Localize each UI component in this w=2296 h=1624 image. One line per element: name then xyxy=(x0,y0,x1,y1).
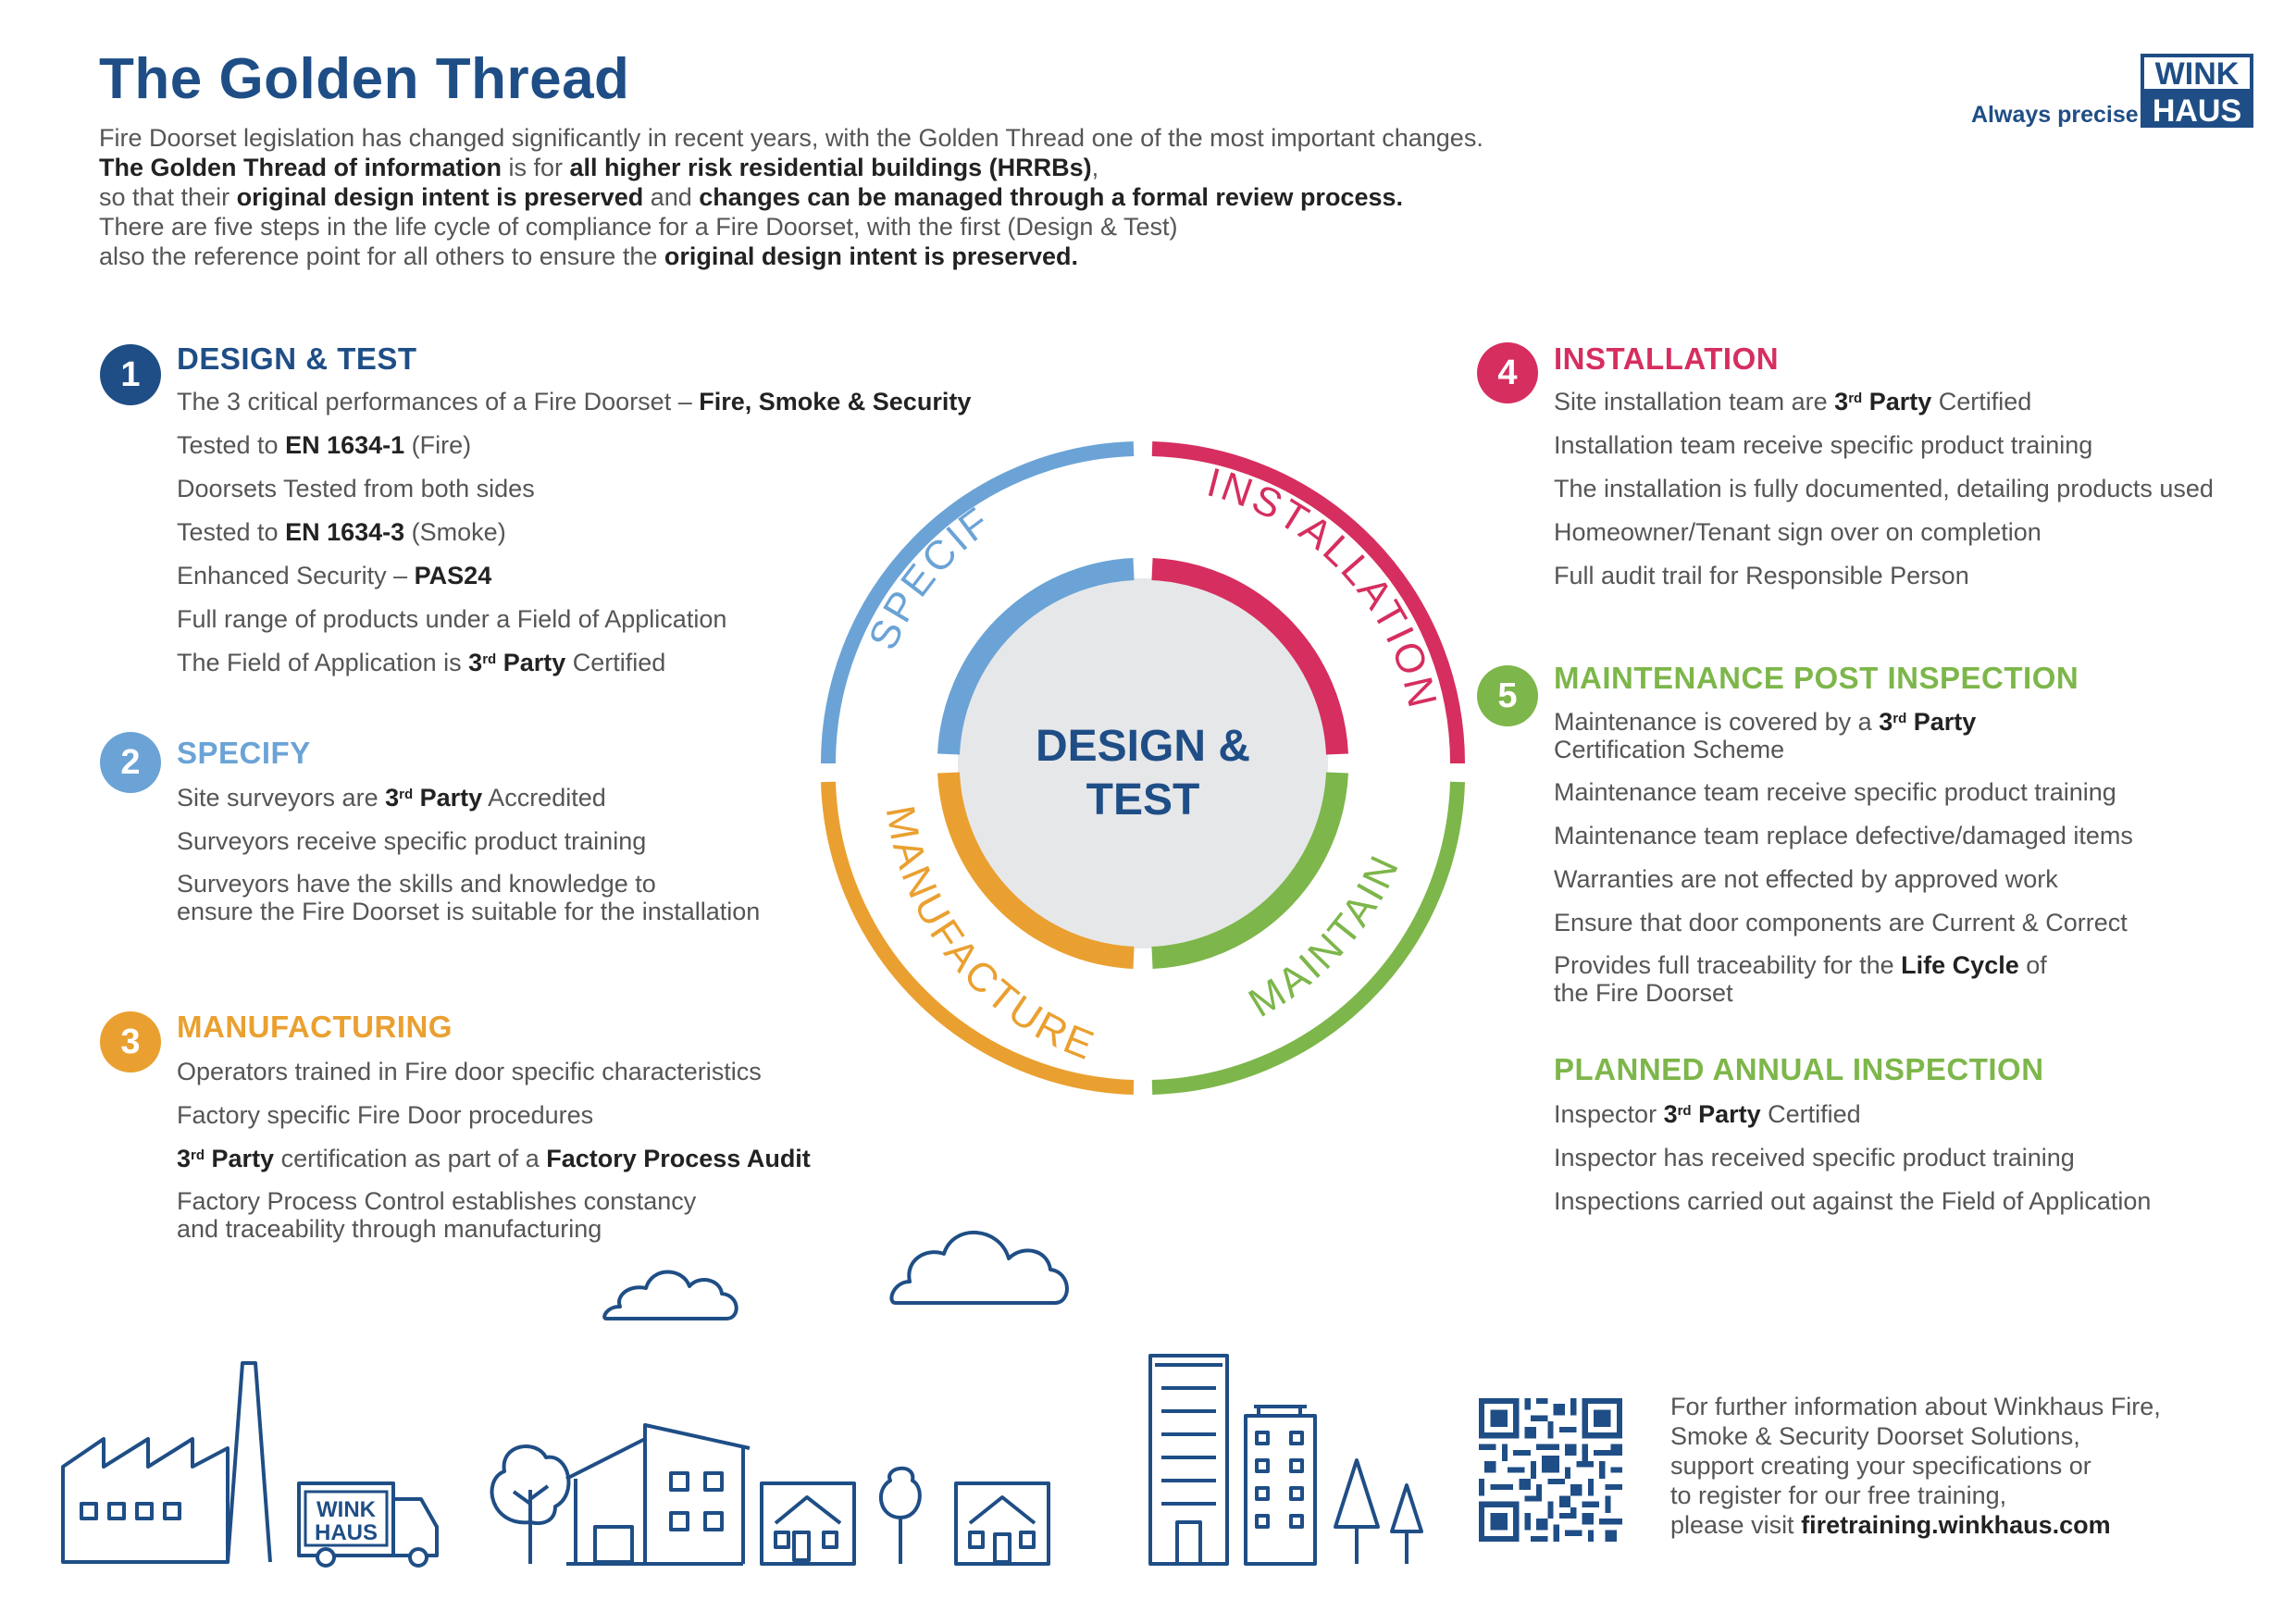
list-item: Tested to EN 1634-3 (Smoke) xyxy=(177,518,506,546)
winkhaus-logo xyxy=(1971,54,2253,128)
list-item: Tested to EN 1634-1 (Fire) xyxy=(177,431,472,459)
cloud-icon xyxy=(891,1233,1067,1303)
list-item: Inspections carried out against the Field of Application xyxy=(1554,1187,2152,1215)
wheel-label-installation: INSTALLATION xyxy=(1202,459,1446,714)
page-title: The Golden Thread xyxy=(99,47,630,111)
list-item: Warranties are not effected by approved work xyxy=(1554,865,2058,893)
intro-text: Fire Doorset legislation has changed significantly in recent years, with the Golden Thread one of the most important changes. The Golden Thread of information is for all higher risk residential buildings (HRRBs), so that their original design intent is preserved and changes can be managed through a formal review process. There are five steps in the life cycle of compliance for a Fire Doorset, with the first (Design & Test) also the reference point for all others to ensure the original design intent is preserved. xyxy=(99,124,1483,270)
list-item: Full audit trail for Responsible Person xyxy=(1554,562,1969,589)
list-item: Installation team receive specific product training xyxy=(1554,431,2093,459)
list-item: Maintenance is covered by a 3rd Party Certification Scheme xyxy=(1554,708,1977,763)
qr-code-icon[interactable] xyxy=(1479,1398,1622,1542)
list-item: Ensure that door components are Current & Correct xyxy=(1554,909,2128,936)
list-item: Site surveyors are 3rd Party Accredited xyxy=(177,784,606,812)
svg-text:HAUS: HAUS xyxy=(2152,93,2242,128)
list-item: Inspector 3rd Party Certified xyxy=(1554,1100,1861,1128)
logo-tagline: Always precise xyxy=(1971,102,2139,128)
annual-inspection-heading: PLANNED ANNUAL INSPECTION xyxy=(1554,1052,2044,1086)
winkhaus-logo-mark xyxy=(2141,54,2253,128)
annual-inspection-list xyxy=(1554,1099,2151,1230)
van-winkhaus-logo xyxy=(305,1492,387,1545)
pine-tree-icon xyxy=(1335,1460,1378,1564)
step-2-badge: 2 xyxy=(100,732,161,793)
list-item: The 3 critical performances of a Fire Doorset – Fire, Smoke & Security xyxy=(177,388,972,415)
maintenance-heading: MAINTENANCE POST INSPECTION xyxy=(1554,661,2079,695)
svg-text:WINK: WINK xyxy=(2154,56,2240,92)
svg-text:HAUS: HAUS xyxy=(314,1520,379,1545)
further-information: For further information about Winkhaus Fire, Smoke & Security Doorset Solutions, support creating your specifications or to register for our free training, please visit firetraining.winkhaus.com xyxy=(1670,1393,2161,1539)
wheel-label-specify: SPECIF xyxy=(860,497,1000,657)
list-item: Factory specific Fire Door procedures xyxy=(177,1101,594,1129)
maintenance-list xyxy=(1554,708,2133,1021)
list-item: Full range of products under a Field of Application xyxy=(177,605,727,633)
list-item: Maintenance team replace defective/damaged items xyxy=(1554,822,2133,849)
training-website-link[interactable]: firetraining.winkhaus.com xyxy=(1801,1511,2111,1539)
list-item: The Field of Application is 3rd Party Certified xyxy=(177,649,666,676)
list-item: Surveyors receive specific product training xyxy=(177,827,647,855)
pine-tree-icon xyxy=(1392,1485,1421,1564)
step-1-badge: 1 xyxy=(100,344,161,405)
list-item: Surveyors have the skills and knowledge to ensure the Fire Doorset is suitable for the installation xyxy=(177,870,761,925)
installation-heading: INSTALLATION xyxy=(1554,341,1780,376)
list-item: Maintenance team receive specific product training xyxy=(1554,778,2116,806)
city-skyline-illustration xyxy=(0,1203,1444,1592)
list-item: The installation is fully documented, detailing products used xyxy=(1554,475,2214,502)
list-item: Inspector has received specific product training xyxy=(1554,1144,2075,1172)
chimney-icon xyxy=(228,1363,270,1562)
cloud-icon xyxy=(604,1272,737,1320)
wheel-label-maintain: MAINTAIN xyxy=(1241,847,1409,1026)
list-item: Site installation team are 3rd Party Certified xyxy=(1554,388,2032,415)
specify-list xyxy=(177,783,760,939)
step-5-badge: 5 xyxy=(1477,665,1538,726)
manufacturing-heading: MANUFACTURING xyxy=(177,1010,453,1044)
specify-heading: SPECIFY xyxy=(177,736,311,770)
list-item: Homeowner/Tenant sign over on completion xyxy=(1554,518,2042,546)
list-item: Factory Process Control establishes constancy and traceability through manufacturing xyxy=(177,1187,697,1243)
svg-text:WINK: WINK xyxy=(316,1497,376,1522)
step-4-badge: 4 xyxy=(1477,342,1538,403)
factory-icon xyxy=(63,1439,228,1562)
design-test-heading: DESIGN & TEST xyxy=(177,341,417,376)
installation-list xyxy=(1554,387,2214,604)
step-3-badge: 3 xyxy=(100,1011,161,1072)
list-item: Enhanced Security – PAS24 xyxy=(177,562,492,589)
tree-icon xyxy=(881,1469,920,1518)
list-item: Operators trained in Fire door specific characteristics xyxy=(177,1058,762,1085)
wheel-center-title: DESIGN & TEST xyxy=(1035,722,1251,824)
list-item: Doorsets Tested from both sides xyxy=(177,475,535,502)
wheel-label-manufacture: MANUFACTURE xyxy=(876,802,1102,1070)
list-item: Provides full traceability for the Life Cycle of the Fire Doorset xyxy=(1554,951,2047,1007)
list-item: 3rd Party certification as part of a Factory Process Audit xyxy=(177,1145,811,1172)
